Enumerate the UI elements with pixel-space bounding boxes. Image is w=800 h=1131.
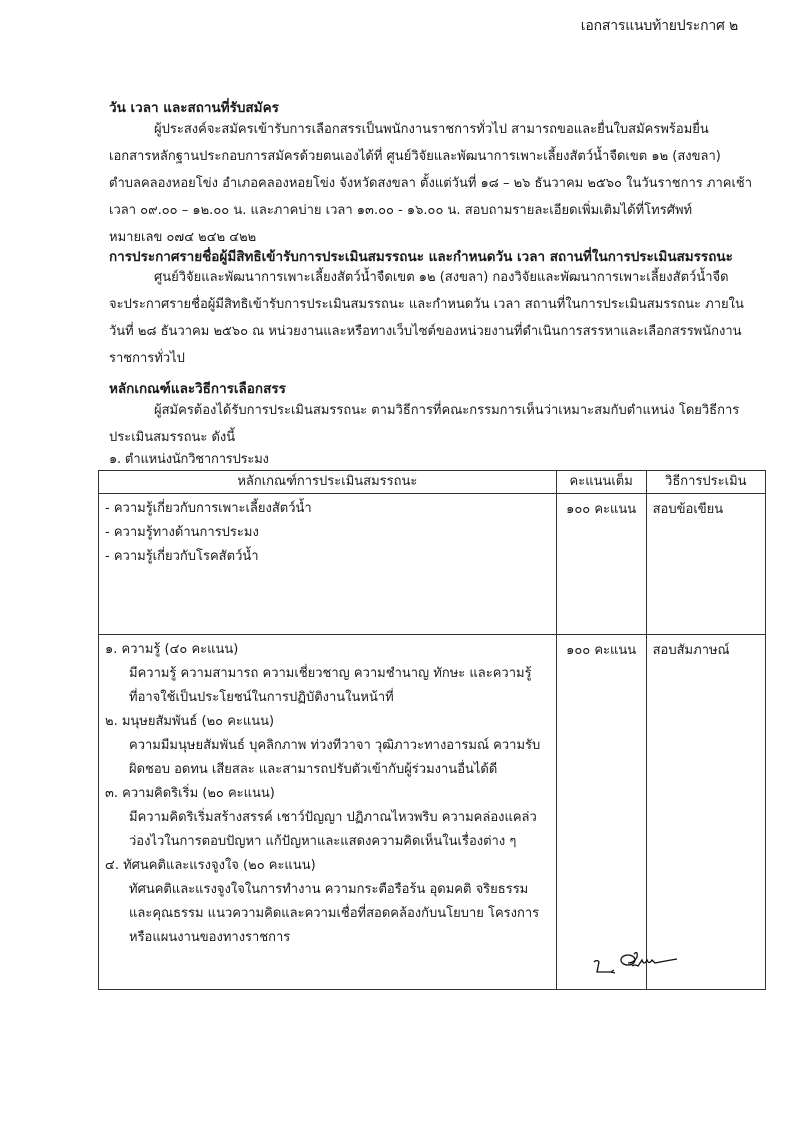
section-heading-selection-criteria: หลักเกณฑ์และวิธีการเลือกสรร bbox=[109, 381, 286, 397]
criteria-desc: มีความรู้ ความสามารถ ความเชี่ยวชาญ ความชำนาญ ทักษะ และความรู้ bbox=[129, 666, 532, 681]
table-row bbox=[99, 635, 766, 990]
signature-icon bbox=[590, 948, 700, 982]
annex-reference: เอกสารแนบท้ายประกาศ ๒ bbox=[580, 18, 738, 34]
text-line: วันที่ ๒๘ ธันวาคม ๒๕๖๐ ณ หน่วยงานและหรือทางเว็บไซต์ของหน่วยงานที่ดำเนินการสรรหาและเลือกสรรพนักงาน bbox=[109, 324, 742, 339]
criteria-title: ๓. ความคิดริเริ่ม (๒๐ คะแนน) bbox=[105, 786, 275, 801]
text-line: ผู้ประสงค์จะสมัครเข้ารับการเลือกสรรเป็นพนักงานราชการทั่วไป สามารถขอและยื่นใบสมัครพร้อมยื่น bbox=[154, 122, 709, 137]
criteria-desc: ว่องไวในการตอบปัญหา แก้ปัญหาและแสดงความคิดเห็นในเรื่องต่าง ๆ bbox=[129, 834, 517, 849]
criteria-desc: หรือแผนงานของทางราชการ bbox=[129, 930, 291, 945]
criteria-desc: ทัศนคติและแรงจูงใจในการทำงาน ความกระตือรือร้น อุดมคติ จริยธรรม bbox=[129, 882, 529, 897]
section-body-application-period bbox=[109, 116, 759, 251]
text-line: ราชการทั่วไป bbox=[109, 351, 185, 366]
score-cell: ๑๐๐ คะแนน bbox=[556, 494, 646, 635]
section-body-selection-criteria bbox=[109, 397, 759, 451]
section-heading-application-period: วัน เวลา และสถานที่รับสมัคร bbox=[109, 100, 279, 116]
text-line: เวลา ๐๙.๐๐ – ๑๒.๐๐ น. และภาคบ่าย เวลา ๑๓.๐๐ - ๑๖.๐๐ น. สอบถามรายละเอียดเพิ่มเติมได้ที่โทรศัพท์ bbox=[109, 203, 693, 218]
header-criteria: หลักเกณฑ์การประเมินสมรรถนะ bbox=[99, 471, 557, 494]
method-cell: สอบข้อเขียน bbox=[646, 494, 765, 635]
table-header-row bbox=[99, 471, 766, 494]
criteria-title: ๔. ทัศนคติและแรงจูงใจ (๒๐ คะแนน) bbox=[105, 858, 316, 873]
criteria-desc: มีความคิดริเริ่มสร้างสรรค์ เชาว์ปัญญา ปฏิภาณไหวพริบ ความคล่องแคล่ว bbox=[129, 810, 537, 825]
criteria-desc: ที่อาจใช้เป็นประโยชน์ในการปฏิบัติงานในหน้าที่ bbox=[129, 690, 394, 705]
criteria-item: - ความรู้ทางด้านการประมง bbox=[105, 525, 259, 540]
text-line: เอกสารหลักฐานประกอบการสมัครด้วยตนเองได้ที่ ศูนย์วิจัยและพัฒนาการเพาะเลี้ยงสัตว์น้ำจืดเขต ๑๒ (สงขลา) bbox=[109, 149, 721, 164]
text-line: จะประกาศรายชื่อผู้มีสิทธิเข้ารับการประเมินสมรรถนะ และกำหนดวัน เวลา สถานที่ในการประเมินสมรรถนะ ภายใน bbox=[109, 297, 744, 312]
position-label: ๑. ตำแหน่งนักวิชาการประมง bbox=[109, 452, 269, 467]
score-cell: ๑๐๐ คะแนน bbox=[556, 635, 646, 990]
text-line: ตำบลคลองหอยโข่ง อำเภอคลองหอยโข่ง จังหวัดสงขลา ตั้งแต่วันที่ ๑๘ – ๒๖ ธันวาคม ๒๕๖๐ ในวันราชการ ภาคเช้า bbox=[109, 176, 753, 191]
criteria-desc: และคุณธรรม แนวความคิดและความเชื่อที่สอดคล้องกับนโยบาย โครงการ bbox=[129, 906, 540, 921]
criteria-cell bbox=[99, 635, 557, 990]
text-line: ศูนย์วิจัยและพัฒนาการเพาะเลี้ยงสัตว์น้ำจืดเขต ๑๒ (สงขลา) กองวิจัยและพัฒนาการเพาะเลี้ยงสัตว์น้ำจืด bbox=[154, 270, 729, 285]
section-body-candidate-announcement bbox=[109, 264, 759, 372]
text-line: ประเมินสมรรถนะ ดังนี้ bbox=[109, 430, 236, 445]
criteria-title: ๑. ความรู้ (๔๐ คะแนน) bbox=[105, 642, 239, 657]
criteria-desc: ความมีมนุษยสัมพันธ์ บุคลิกภาพ ท่วงทีวาจา วุฒิภาวะทางอารมณ์ ความรับ bbox=[129, 738, 541, 753]
criteria-desc: ผิดชอบ อดทน เสียสละ และสามารถปรับตัวเข้ากับผู้ร่วมงานอื่นได้ดี bbox=[129, 762, 498, 777]
text-line: ผู้สมัครต้องได้รับการประเมินสมรรถนะ ตามวิธีการที่คณะกรรมการเห็นว่าเหมาะสมกับตำแหน่ง โดยวิธีการ bbox=[154, 403, 740, 418]
criteria-item: - ความรู้เกี่ยวกับโรคสัตว์น้ำ bbox=[105, 549, 259, 564]
header-method: วิธีการประเมิน bbox=[646, 471, 765, 494]
table-row bbox=[99, 494, 766, 635]
criteria-item: - ความรู้เกี่ยวกับการเพาะเลี้ยงสัตว์น้ำ bbox=[105, 501, 312, 516]
criteria-title: ๒. มนุษยสัมพันธ์ (๒๐ คะแนน) bbox=[105, 714, 275, 729]
criteria-cell bbox=[99, 494, 557, 635]
assessment-criteria-table bbox=[98, 470, 766, 990]
header-full-score: คะแนนเต็ม bbox=[556, 471, 646, 494]
section-heading-candidate-announcement: การประกาศรายชื่อผู้มีสิทธิเข้ารับการประเมินสมรรถนะ และกำหนดวัน เวลา สถานที่ในการประเมินสมรรถนะ bbox=[109, 249, 733, 265]
text-line: หมายเลข ๐๗๔ ๒๔๒ ๔๒๒ bbox=[109, 230, 257, 245]
method-cell: สอบสัมภาษณ์ bbox=[646, 635, 765, 990]
